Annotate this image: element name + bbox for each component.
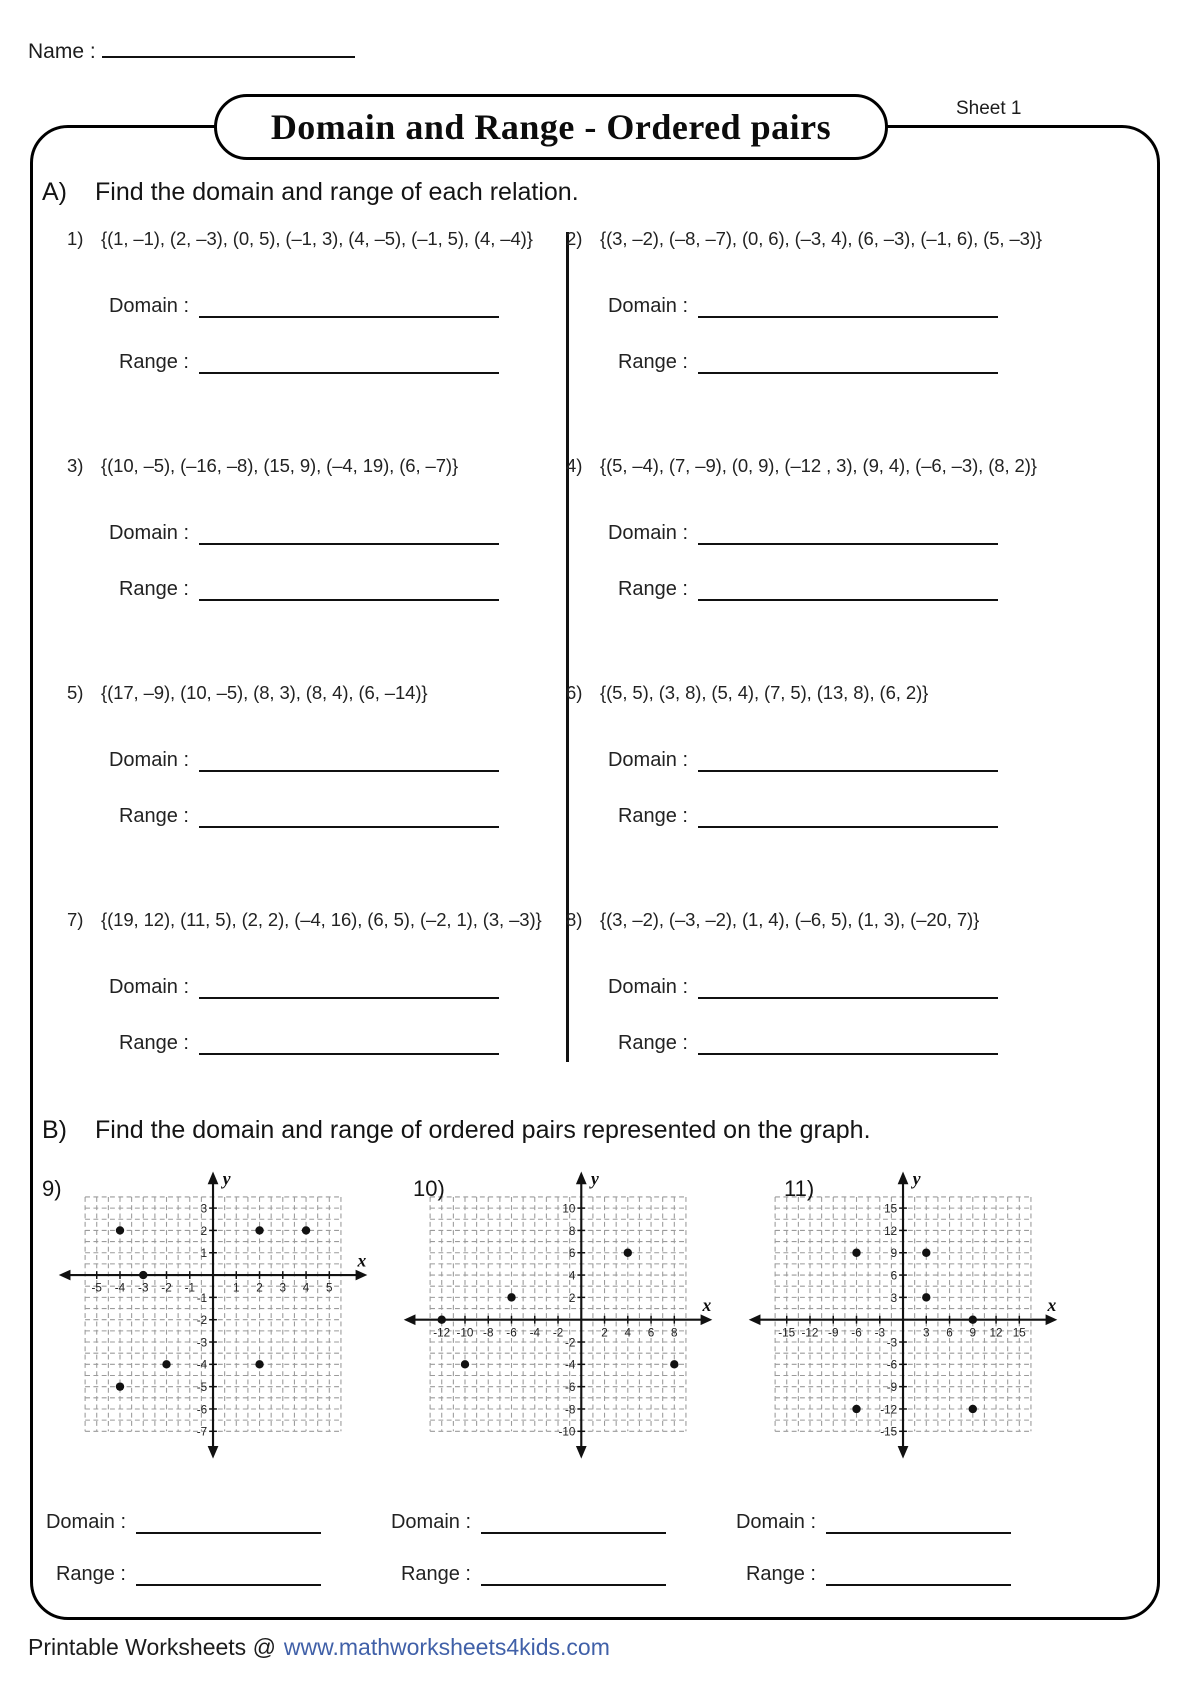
problem-2-number: 2) (566, 228, 583, 249)
graph-10-plot (393, 1166, 725, 1472)
data-point (922, 1249, 930, 1257)
footer-prefix: Printable Worksheets @ (28, 1634, 276, 1660)
up-arrow-icon (576, 1172, 587, 1185)
svg-text:-2: -2 (552, 1326, 564, 1340)
problem-4-number: 4) (566, 455, 583, 476)
worksheet-title-text: Domain and Range - Ordered pairs (270, 107, 832, 147)
problem-1-statement (67, 228, 566, 250)
svg-text:-3: -3 (886, 1336, 898, 1350)
data-point (922, 1293, 930, 1301)
svg-text:15: 15 (1012, 1326, 1026, 1340)
problem-8-domain-blank[interactable] (698, 975, 998, 999)
problem-1-domain-blank[interactable] (199, 294, 499, 318)
svg-text:-6: -6 (196, 1403, 208, 1417)
graphs-row (40, 1166, 1075, 1586)
graph-9-domain-blank[interactable] (136, 1510, 321, 1534)
svg-text:4: 4 (302, 1281, 310, 1295)
svg-text:-2: -2 (161, 1281, 172, 1295)
data-point (139, 1271, 147, 1279)
graph-10-range-blank[interactable] (481, 1562, 666, 1586)
svg-text:-4: -4 (114, 1281, 126, 1295)
problem-1-range-blank[interactable] (199, 350, 499, 374)
section-b-label: B) (42, 1116, 67, 1144)
name-blank-line[interactable] (102, 32, 355, 58)
svg-text:-4: -4 (565, 1358, 576, 1372)
footer (28, 1634, 610, 1661)
right-arrow-icon (356, 1270, 368, 1281)
domain-label: Domain : (45, 1511, 126, 1533)
section-b-header (42, 1116, 871, 1145)
y-axis-label: y (591, 1168, 599, 1189)
data-point (116, 1382, 124, 1390)
problem-8-number: 8) (566, 909, 583, 930)
left-arrow-icon (59, 1270, 71, 1281)
problem-1-set: {(1, –1), (2, –3), (0, 5), (–1, 3), (4, –5), (–1, 5), (4, –4)} (101, 228, 533, 249)
grid-lines (430, 1197, 686, 1431)
svg-text:-12: -12 (433, 1326, 451, 1340)
worksheet-border-box (30, 125, 1160, 1620)
data-point (852, 1249, 860, 1257)
svg-text:-15: -15 (778, 1326, 796, 1340)
problem-3-range-blank[interactable] (199, 577, 499, 601)
domain-label: Domain : (108, 749, 189, 771)
problem-8-range-blank[interactable] (698, 1031, 998, 1055)
svg-text:-4: -4 (529, 1326, 540, 1340)
data-point (852, 1405, 860, 1413)
svg-text:10: 10 (562, 1202, 576, 1216)
problem-3 (43, 455, 566, 682)
svg-text:3: 3 (200, 1202, 208, 1216)
problem-3-number: 3) (67, 455, 84, 476)
range-label: Range : (745, 1563, 816, 1585)
name-row (28, 32, 355, 64)
domain-label: Domain : (735, 1511, 816, 1533)
svg-text:4: 4 (624, 1326, 632, 1340)
svg-text:-3: -3 (138, 1281, 149, 1295)
range-label: Range : (118, 1032, 189, 1054)
svg-text:3: 3 (890, 1291, 898, 1305)
problem-6-domain-blank[interactable] (698, 748, 998, 772)
svg-text:-15: -15 (880, 1425, 898, 1439)
svg-text:-3: -3 (196, 1336, 208, 1350)
svg-text:-1: -1 (184, 1281, 195, 1295)
graph-10-domain-blank[interactable] (481, 1510, 666, 1534)
left-arrow-icon (404, 1314, 416, 1325)
svg-text:4: 4 (568, 1269, 576, 1283)
graph-block-9 (40, 1166, 385, 1586)
problem-2 (566, 228, 1149, 455)
svg-text:12: 12 (989, 1326, 1003, 1340)
svg-text:2: 2 (601, 1326, 608, 1340)
y-axis-label: y (912, 1168, 921, 1189)
range-label: Range : (118, 351, 189, 373)
svg-text:-3: -3 (874, 1326, 885, 1340)
axes (59, 1172, 368, 1459)
data-point (969, 1405, 977, 1413)
problems-grid (43, 228, 1149, 1136)
section-a-instruction: Find the domain and range of each relation. (95, 178, 579, 206)
up-arrow-icon (898, 1172, 909, 1185)
footer-link[interactable]: www.mathworksheets4kids.com (283, 1634, 610, 1660)
problem-7 (43, 909, 566, 1136)
domain-label: Domain : (607, 976, 688, 998)
svg-text:3: 3 (279, 1281, 287, 1295)
up-arrow-icon (208, 1172, 219, 1185)
problem-5-domain-blank[interactable] (199, 748, 499, 772)
svg-text:-9: -9 (828, 1326, 839, 1340)
problem-4 (566, 455, 1149, 682)
problem-8-set: {(3, –2), (–3, –2), (1, 4), (–6, 5), (1, 3), (–20, 7)} (600, 909, 980, 930)
problem-5-range-blank[interactable] (199, 804, 499, 828)
svg-text:-5: -5 (196, 1381, 208, 1395)
svg-text:-4: -4 (196, 1358, 208, 1372)
range-label: Range : (617, 578, 688, 600)
problem-4-domain-blank[interactable] (698, 521, 998, 545)
svg-text:-5: -5 (91, 1281, 102, 1295)
section-a-label: A) (42, 178, 67, 206)
svg-text:-8: -8 (565, 1403, 576, 1417)
svg-text:9: 9 (890, 1247, 898, 1261)
problem-5-statement (67, 682, 566, 704)
graph-9-range-blank[interactable] (136, 1562, 321, 1586)
svg-text:3: 3 (923, 1326, 930, 1340)
svg-text:-12: -12 (801, 1326, 819, 1340)
problem-7-range-blank[interactable] (199, 1031, 499, 1055)
svg-text:2: 2 (568, 1291, 576, 1305)
x-axis-label: x (357, 1250, 367, 1271)
problem-3-set: {(10, –5), (–16, –8), (15, 9), (–4, 19), (6, –7)} (101, 455, 459, 476)
range-label: Range : (55, 1563, 126, 1585)
domain-label: Domain : (390, 1511, 471, 1533)
problem-2-set: {(3, –2), (–8, –7), (0, 6), (–3, 4), (6, –3), (–1, 6), (5, –3)} (600, 228, 1043, 249)
section-b-instruction: Find the domain and range of ordered pairs represented on the graph. (95, 1116, 871, 1144)
problem-7-set: {(19, 12), (11, 5), (2, 2), (–4, 16), (6, 5), (–2, 1), (3, –3)} (101, 909, 542, 930)
svg-text:-2: -2 (196, 1314, 208, 1328)
problem-5-number: 5) (67, 682, 84, 703)
svg-text:1: 1 (200, 1247, 208, 1261)
problem-2-domain-blank[interactable] (698, 294, 998, 318)
domain-label: Domain : (607, 522, 688, 544)
data-point (438, 1315, 446, 1323)
graph-block-10 (385, 1166, 730, 1586)
svg-text:-9: -9 (886, 1381, 898, 1395)
section-a-header (42, 178, 579, 207)
domain-label: Domain : (607, 749, 688, 771)
y-axis-label: y (222, 1168, 231, 1189)
down-arrow-icon (576, 1446, 587, 1459)
svg-text:9: 9 (969, 1326, 977, 1340)
svg-text:2: 2 (256, 1281, 263, 1295)
svg-text:-10: -10 (456, 1326, 474, 1340)
left-arrow-icon (749, 1314, 761, 1325)
svg-text:6: 6 (890, 1269, 898, 1283)
name-label: Name : (28, 40, 96, 63)
data-point (162, 1360, 170, 1368)
data-point (116, 1226, 124, 1234)
graph-9-number: 9) (42, 1176, 62, 1201)
problem-4-set: {(5, –4), (7, –9), (0, 9), (–12 , 3), (9, 4), (–6, –3), (8, 2)} (600, 455, 1037, 476)
range-label: Range : (617, 1032, 688, 1054)
problem-3-statement (67, 455, 566, 477)
x-axis-label: x (1047, 1294, 1057, 1315)
problem-7-domain-blank[interactable] (199, 975, 499, 999)
svg-text:-6: -6 (565, 1381, 576, 1395)
problem-6 (566, 682, 1149, 909)
data-point (624, 1249, 632, 1257)
worksheet-title (214, 94, 888, 160)
problem-6-set: {(5, 5), (3, 8), (5, 4), (7, 5), (13, 8), (6, 2)} (600, 682, 929, 703)
svg-text:1: 1 (233, 1281, 240, 1295)
problem-2-statement (566, 228, 1143, 250)
graph-11-number: 11) (784, 1176, 815, 1201)
graph-11-plot (738, 1166, 1070, 1472)
down-arrow-icon (208, 1446, 219, 1459)
graph-11-domain-blank[interactable] (826, 1510, 1011, 1534)
x-axis-label: x (702, 1294, 712, 1315)
problem-8-statement (566, 909, 1143, 931)
svg-text:6: 6 (946, 1326, 953, 1340)
axes (749, 1172, 1058, 1459)
problem-1-number: 1) (67, 228, 84, 249)
right-arrow-icon (1046, 1314, 1058, 1325)
svg-text:-2: -2 (565, 1336, 576, 1350)
domain-label: Domain : (108, 976, 189, 998)
problem-5-set: {(17, –9), (10, –5), (8, 3), (8, 4), (6, –14)} (101, 682, 428, 703)
problem-1 (43, 228, 566, 455)
problem-7-number: 7) (67, 909, 84, 930)
svg-text:-6: -6 (851, 1326, 862, 1340)
svg-text:15: 15 (884, 1202, 898, 1216)
svg-text:-7: -7 (196, 1425, 208, 1439)
svg-text:-1: -1 (196, 1291, 208, 1305)
range-label: Range : (118, 805, 189, 827)
svg-text:-10: -10 (558, 1425, 576, 1439)
range-label: Range : (617, 805, 688, 827)
domain-label: Domain : (607, 295, 688, 317)
problem-3-domain-blank[interactable] (199, 521, 499, 545)
range-label: Range : (617, 351, 688, 373)
svg-text:-6: -6 (506, 1326, 517, 1340)
problem-8 (566, 909, 1149, 1136)
problem-2-range-blank[interactable] (698, 350, 998, 374)
svg-text:-8: -8 (483, 1326, 494, 1340)
range-label: Range : (118, 578, 189, 600)
data-point (255, 1226, 263, 1234)
graph-block-11 (730, 1166, 1075, 1586)
data-point (302, 1226, 310, 1234)
range-label: Range : (400, 1563, 471, 1585)
domain-label: Domain : (108, 522, 189, 544)
problem-6-range-blank[interactable] (698, 804, 998, 828)
problem-6-statement (566, 682, 1143, 704)
problem-6-number: 6) (566, 682, 583, 703)
right-arrow-icon (701, 1314, 713, 1325)
svg-text:5: 5 (326, 1281, 333, 1295)
data-point (255, 1360, 263, 1368)
domain-label: Domain : (108, 295, 189, 317)
data-point (670, 1360, 678, 1368)
svg-text:12: 12 (884, 1224, 898, 1238)
svg-text:-6: -6 (886, 1358, 898, 1372)
svg-text:8: 8 (671, 1326, 678, 1340)
svg-text:8: 8 (568, 1224, 576, 1238)
graph-10-number: 10) (413, 1176, 445, 1201)
data-point (507, 1293, 515, 1301)
problem-4-statement (566, 455, 1143, 477)
graph-9-plot (48, 1166, 380, 1472)
svg-text:-12: -12 (880, 1403, 898, 1417)
data-point (969, 1315, 977, 1323)
svg-text:6: 6 (568, 1247, 576, 1261)
problem-4-range-blank[interactable] (698, 577, 998, 601)
svg-text:2: 2 (200, 1224, 208, 1238)
down-arrow-icon (898, 1446, 909, 1459)
sheet-number: Sheet 1 (948, 98, 1030, 120)
problem-7-statement (67, 909, 566, 931)
svg-text:6: 6 (647, 1326, 655, 1340)
problem-5 (43, 682, 566, 909)
graph-11-range-blank[interactable] (826, 1562, 1011, 1586)
data-point (461, 1360, 469, 1368)
